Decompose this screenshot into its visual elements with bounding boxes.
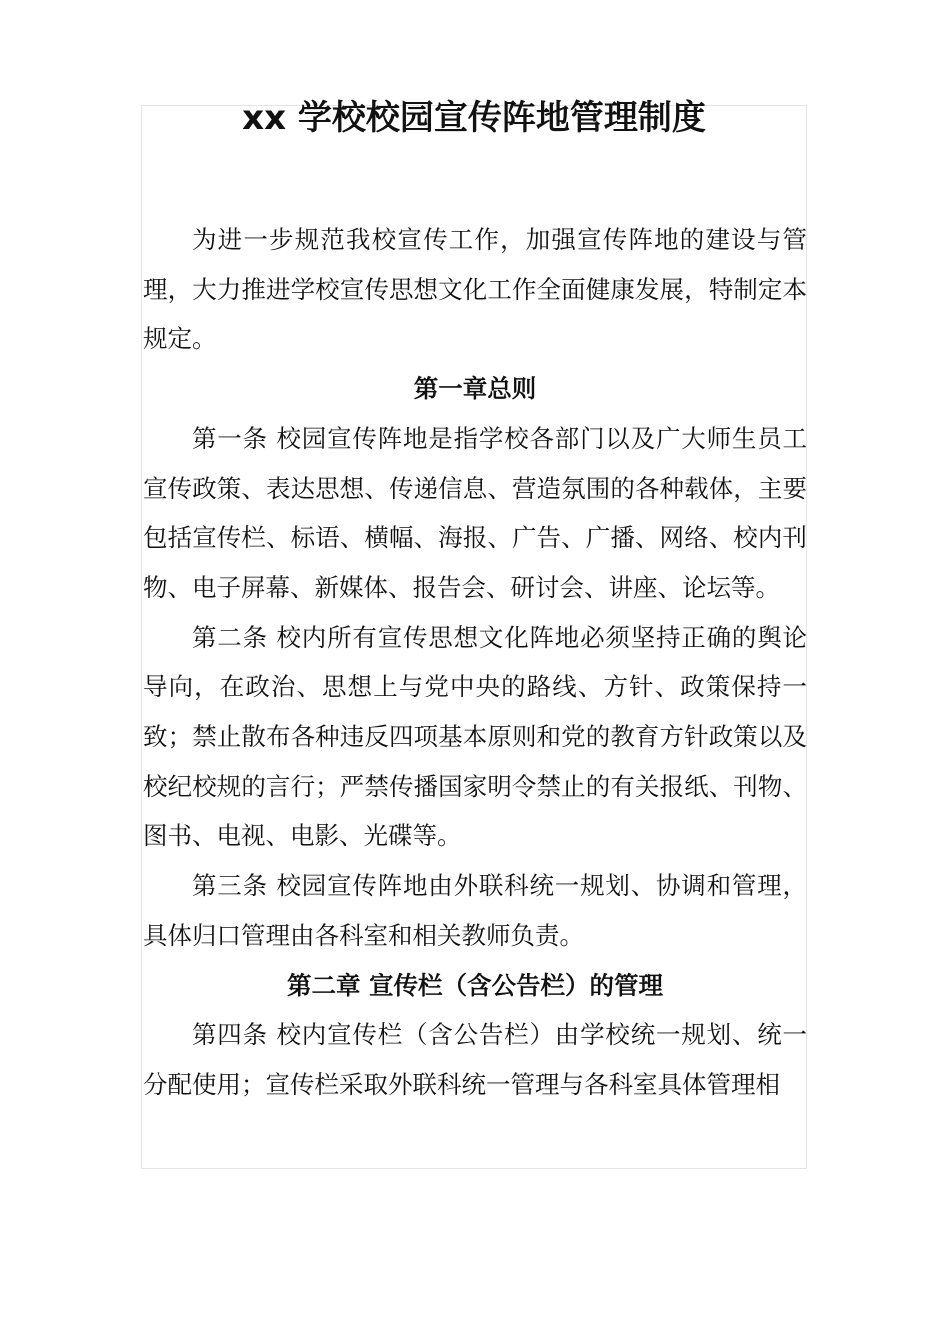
article-2: 第二条 校内所有宣传思想文化阵地必须坚持正确的舆论导向，在政治、思想上与党中央的路线、方针、政策保持一致；禁止散布各种违反四项基本原则和党的教育方针政策以及校纪校规的言行；严禁传播国家明令禁止的有关报纸、刊物、图书、电视、电影、光碟等。 <box>143 622 807 851</box>
intro-paragraph: 为进一步规范我校宣传工作，加强宣传阵地的建设与管理，大力推进学校宣传思想文化工作全面健康发展，特制定本规定。 <box>143 225 807 354</box>
article-3: 第三条 校园宣传阵地由外联科统一规划、协调和管理，具体归口管理由各科室和相关教师负责。 <box>143 871 807 950</box>
chapter2-heading: 第二章 宣传栏（含公告栏）的管理 <box>286 970 664 1000</box>
chapter1-heading: 第一章总则 <box>413 374 537 404</box>
document-title: xx 学校校园宣传阵地管理制度 <box>242 98 706 138</box>
document-body <box>143 215 807 1110</box>
article-1: 第一条 校园宣传阵地是指学校各部门以及广大师生员工宣传政策、表达思想、传递信息、营造氛围的各种载体，主要包括宣传栏、标语、横幅、海报、广告、广播、网络、校内刊物、电子屏幕、新媒体、报告会、研讨会、讲座、论坛等。 <box>143 423 807 602</box>
article-4: 第四条 校内宣传栏（含公告栏）由学校统一规划、统一分配使用；宣传栏采取外联科统一管理与各科室具体管理相 <box>143 1020 807 1099</box>
